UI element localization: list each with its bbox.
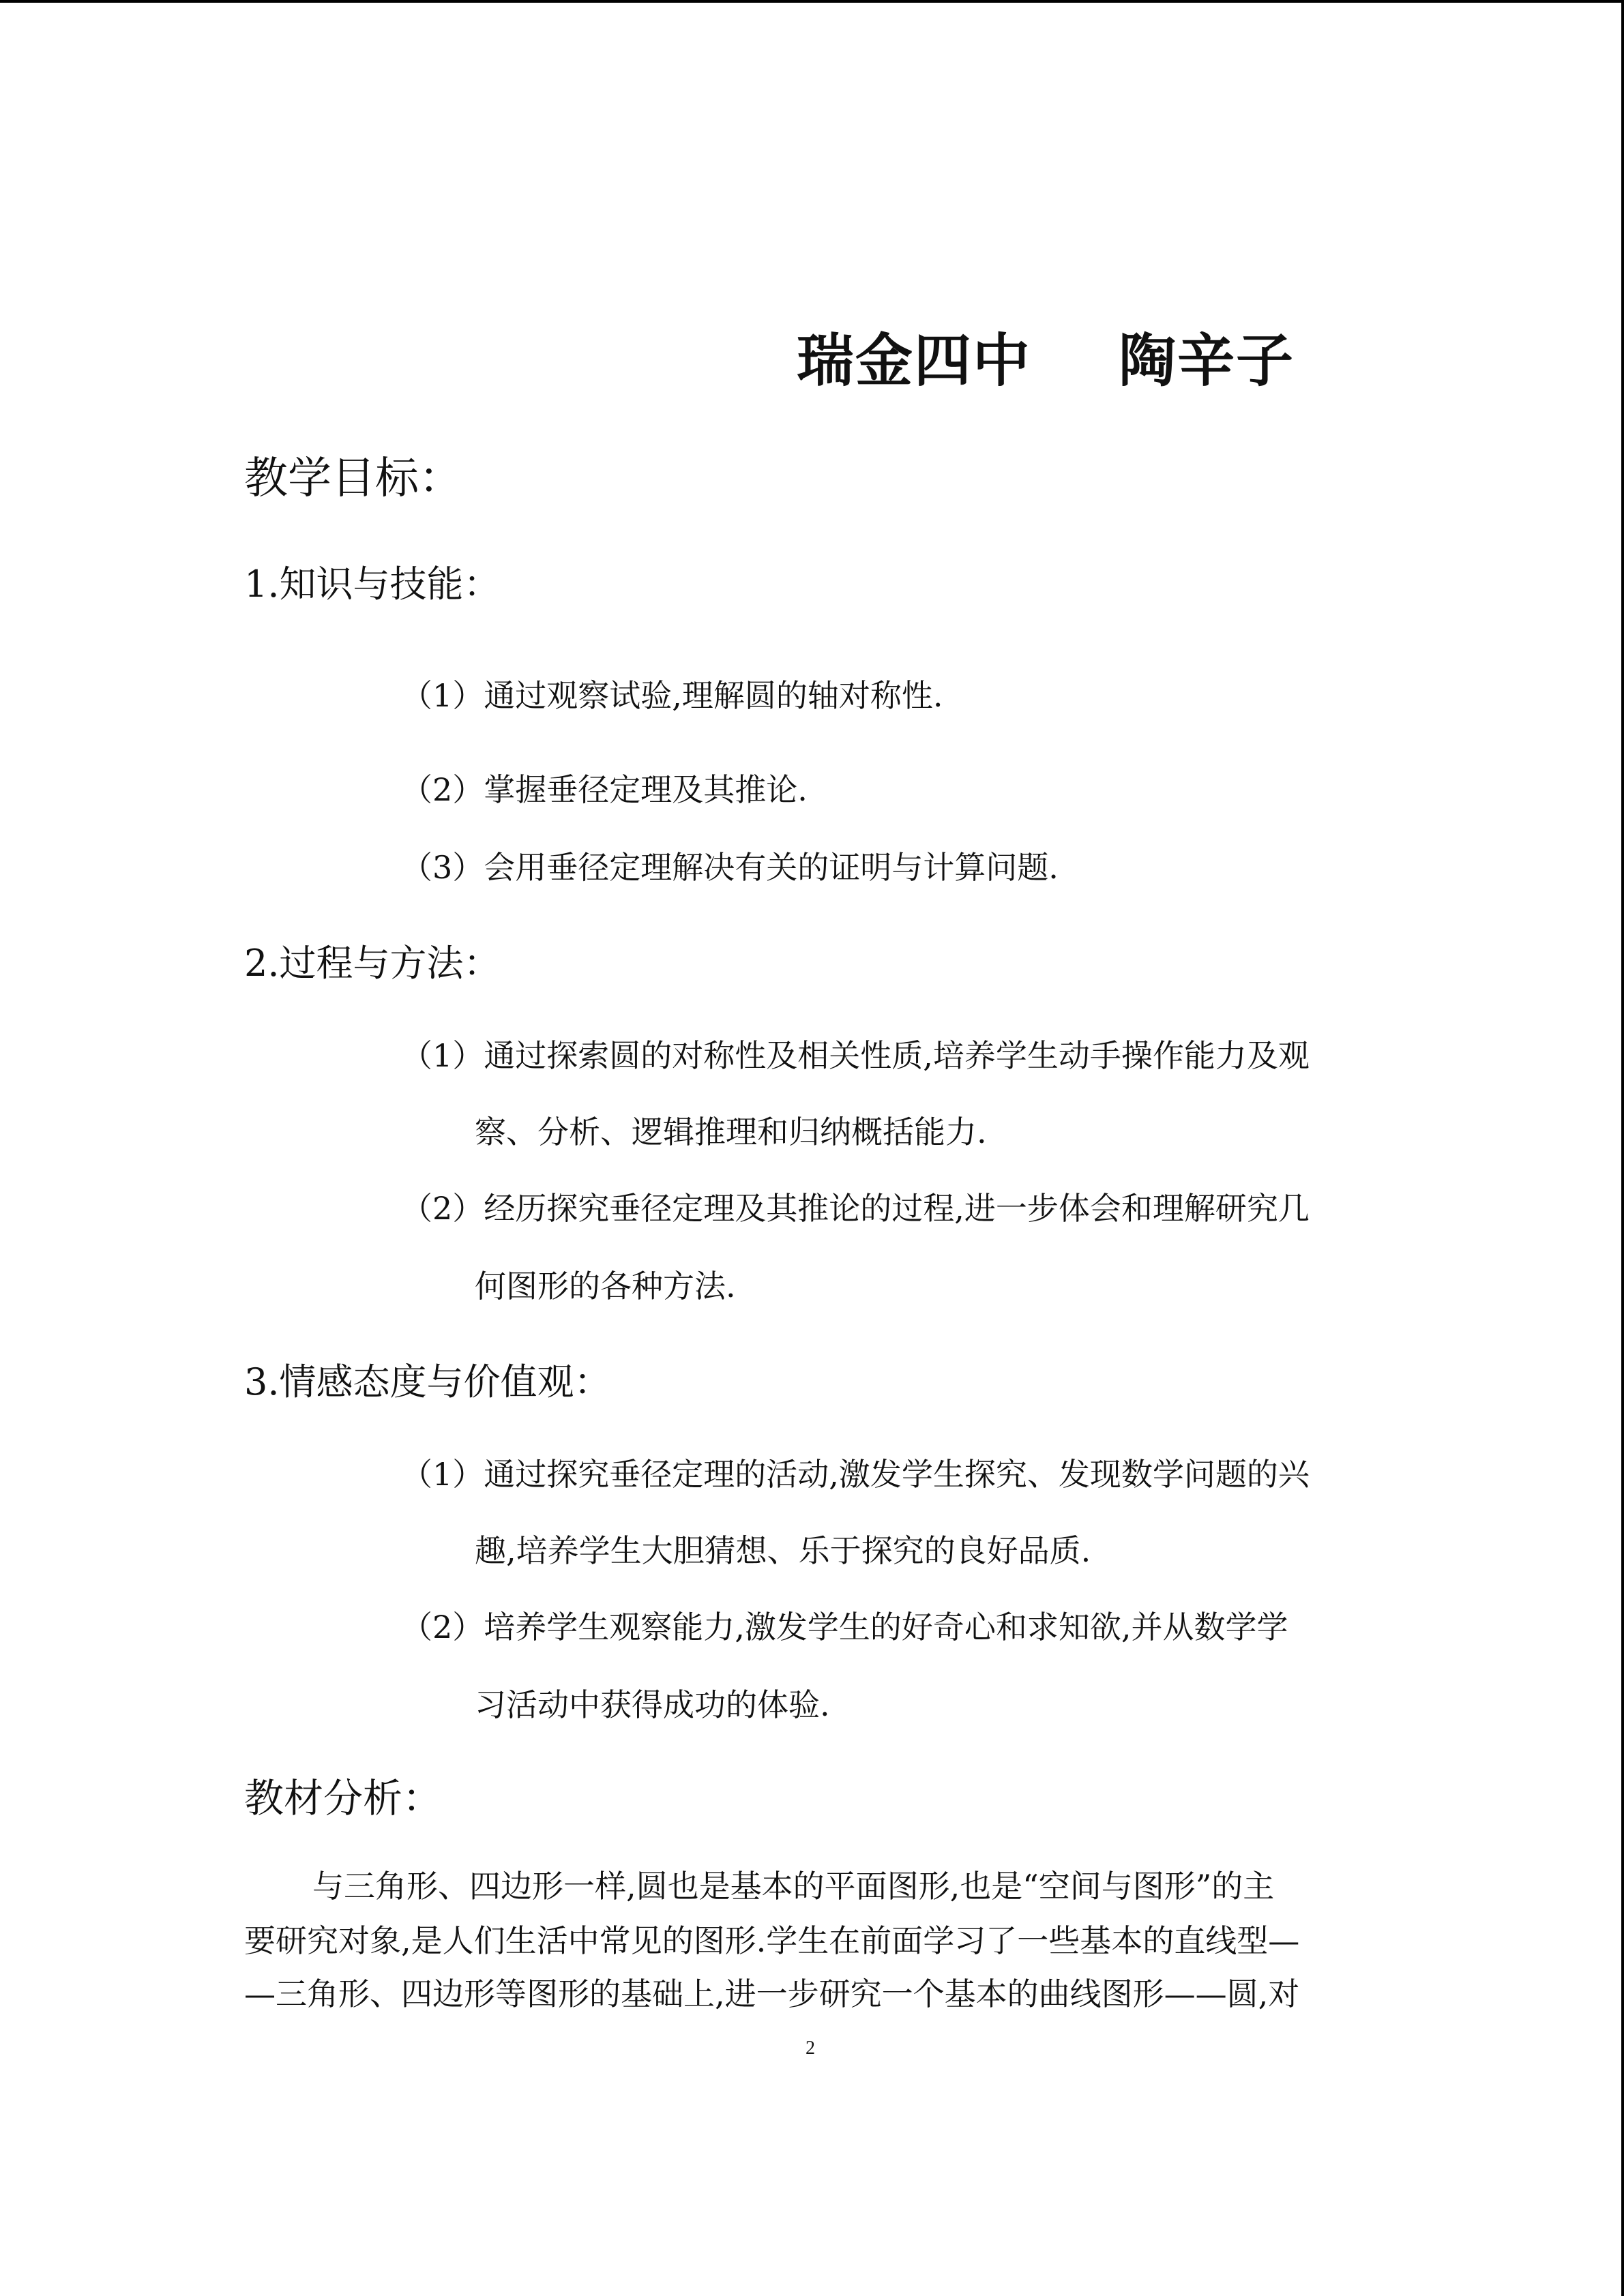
attitude-item-2-line-2: 习活动中获得成功的体验. <box>475 1686 830 1723</box>
page-top-border <box>0 0 1624 3</box>
attitude-item-2-line-1: （2）培养学生观察能力,激发学生的好奇心和求知欲,并从数学学 <box>401 1609 1288 1645</box>
analysis-line-3: —三角形、四边形等图形的基础上,进一步研究一个基本的曲线图形——圆,对 <box>244 1976 1300 2012</box>
page-title <box>797 315 1295 398</box>
author-name: 陶辛子 <box>1119 327 1295 394</box>
process-item-1-line-1: （1）通过探索圆的对称性及相关性质,培养学生动手操作能力及观 <box>401 1037 1310 1074</box>
process-heading: 2.过程与方法： <box>244 942 501 985</box>
analysis-line-1: 与三角形、四边形一样,圆也是基本的平面图形,也是“空间与图形”的主 <box>312 1868 1275 1905</box>
page-right-border <box>1621 0 1624 2296</box>
page-number: 2 <box>806 2038 815 2059</box>
process-item-2-line-1: （2）经历探究垂径定理及其推论的过程,进一步体会和理解研究几 <box>401 1190 1310 1227</box>
knowledge-heading: 1.知识与技能： <box>244 563 501 606</box>
attitude-item-1-line-1: （1）通过探究垂径定理的活动,激发学生探究、发现数学问题的兴 <box>401 1456 1310 1493</box>
knowledge-item-3: （3）会用垂径定理解决有关的证明与计算问题. <box>401 849 1059 886</box>
attitude-item-1-line-2: 趣,培养学生大胆猜想、乐于探究的良好品质. <box>475 1532 1091 1569</box>
analysis-line-2: 要研究对象,是人们生活中常见的图形.学生在前面学习了一些基本的直线型— <box>244 1922 1300 1959</box>
objectives-heading: 教学目标： <box>244 453 462 504</box>
process-item-1-line-2: 察、分析、逻辑推理和归纳概括能力. <box>475 1114 987 1150</box>
analysis-heading: 教材分析： <box>244 1775 443 1821</box>
school-name: 瑞金四中 <box>797 327 1032 394</box>
knowledge-item-1: （1）通过观察试验,理解圆的轴对称性. <box>401 677 943 714</box>
process-item-2-line-2: 何图形的各种方法. <box>475 1268 736 1304</box>
attitude-heading: 3.情感态度与价值观： <box>244 1360 611 1403</box>
knowledge-item-2: （2）掌握垂径定理及其推论. <box>401 771 808 808</box>
